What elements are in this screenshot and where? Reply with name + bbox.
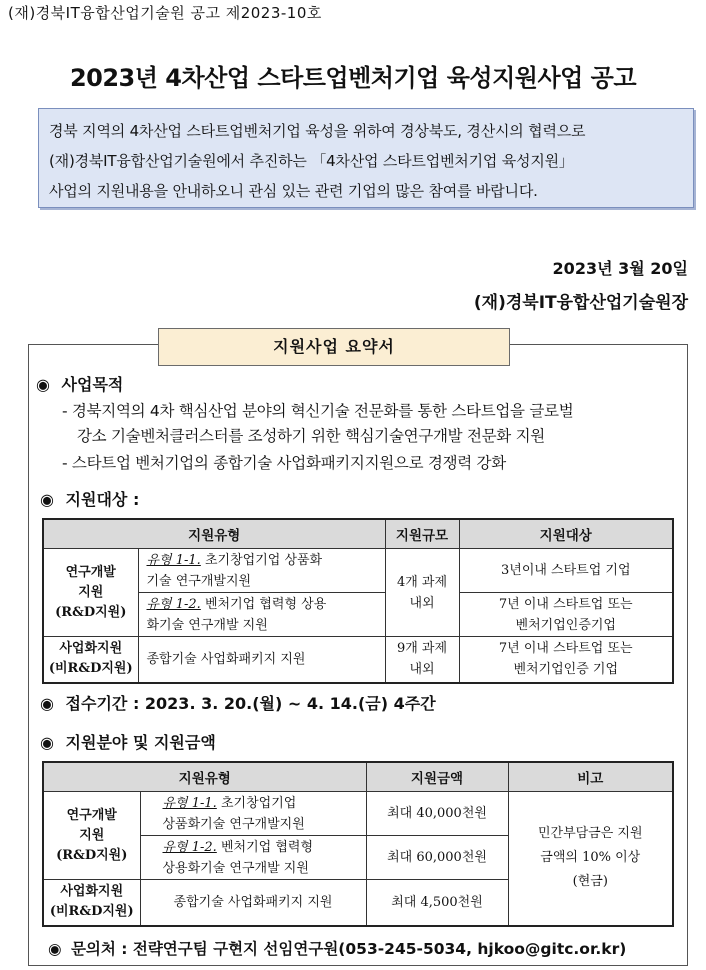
target-1-2: 7년 이내 스타트업 또는 벤처기업인증기업 — [459, 593, 673, 637]
intro-line: (재)경북IT융합산업기술원에서 추진하는 「4차산업 스타트업벤처기업 육성지원」 — [49, 152, 574, 170]
purpose-line: - 스타트업 벤처기업의 종합기술 사업화패키지지원으로 경쟁력 강화 — [62, 454, 506, 472]
publish-date: 2023년 3월 20일 — [552, 259, 688, 278]
publisher-org: (재)경북IT융합산업기술원장 — [473, 293, 688, 313]
table-header: 지원유형 — [43, 519, 385, 549]
biz-amount: 최대 4,500천원 — [366, 880, 508, 926]
summary-title: 지원사업 요약서 — [158, 328, 510, 366]
table-header: 지원대상 — [459, 519, 673, 549]
rd-label: 연구개발 지원 (R&D지원) — [43, 792, 140, 880]
period-text: 접수기간 : 2023. 3. 20.(월) ~ 4. 14.(금) 4주간 — [65, 694, 436, 713]
contact-text: 문의처 : 전략연구팀 구현지 선임연구원(053-245-5034, hjkoo@gitc.or.kr) — [70, 940, 627, 958]
bullet-icon: ◉ — [40, 733, 54, 752]
biz-type: 종합기술 사업화패키지 지원 — [140, 880, 366, 926]
bullet-icon: ◉ — [48, 940, 62, 958]
type-1-1: 유형 1-1. 초기창업기업 상품화 기술 연구개발지원 — [138, 549, 385, 593]
type-1-2: 유형 1-2. 벤처기업 협력형 상용화기술 연구개발 지원 — [140, 836, 366, 880]
table-header: 지원유형 — [43, 762, 366, 792]
purpose-line: 강소 기술벤처클러스터를 조성하기 위한 핵심기술연구개발 전문화 지원 — [77, 427, 545, 445]
amount-1-1: 최대 40,000천원 — [366, 792, 508, 836]
bullet-icon: ◉ — [40, 490, 54, 509]
notice-number: (재)경북IT융합산업기술원 공고 제2023-10호 — [8, 4, 322, 22]
note-cell: 민간부담금은 지원 금액의 10% 이상 (현금) — [508, 792, 673, 926]
target-heading-label: 지원대상 : — [65, 490, 140, 509]
support-amount-table — [42, 761, 674, 927]
period-line — [40, 691, 436, 714]
intro-line: 경북 지역의 4차산업 스타트업벤처기업 육성을 위하여 경상북도, 경산시의 협력으로 — [49, 122, 586, 140]
table-header: 지원규모 — [385, 519, 459, 549]
rd-scale: 4개 과제 내외 — [385, 549, 459, 637]
rd-label: 연구개발 지원 (R&D지원) — [43, 549, 138, 637]
biz-scale: 9개 과제 내외 — [385, 637, 459, 683]
type-1-2: 유형 1-2. 벤처기업 협력형 상용 화기술 연구개발 지원 — [138, 593, 385, 637]
biz-type: 종합기술 사업화패키지 지원 — [138, 637, 385, 683]
bullet-icon: ◉ — [40, 694, 54, 713]
biz-target: 7년 이내 스타트업 또는 벤처기업인증 기업 — [459, 637, 673, 683]
page-title: 2023년 4차산업 스타트업벤처기업 육성지원사업 공고 — [69, 64, 637, 92]
table-header: 지원금액 — [366, 762, 508, 792]
amount-1-2: 최대 60,000천원 — [366, 836, 508, 880]
purpose-line: - 경북지역의 4차 핵심산업 분야의 혁신기술 전문화를 통한 스타트업을 글로벌 — [62, 402, 574, 420]
type-1-1: 유형 1-1. 초기창업기업 상품화기술 연구개발지원 — [140, 792, 366, 836]
biz-label: 사업화지원 (비R&D지원) — [43, 880, 140, 926]
table-header: 비고 — [508, 762, 673, 792]
purpose-heading-label: 사업목적 — [61, 375, 124, 394]
target-1-1: 3년이내 스타트업 기업 — [459, 549, 673, 593]
bullet-icon: ◉ — [36, 375, 50, 394]
target-heading — [40, 487, 139, 510]
contact-line — [48, 937, 626, 959]
biz-label: 사업화지원 (비R&D지원) — [43, 637, 138, 683]
field-heading-label: 지원분야 및 지원금액 — [65, 733, 216, 752]
field-heading — [40, 730, 216, 753]
intro-box — [38, 108, 694, 208]
support-target-table — [42, 518, 674, 684]
purpose-heading — [36, 372, 123, 395]
intro-line: 사업의 지원내용을 안내하오니 관심 있는 관련 기업의 많은 참여를 바랍니다. — [49, 182, 538, 200]
